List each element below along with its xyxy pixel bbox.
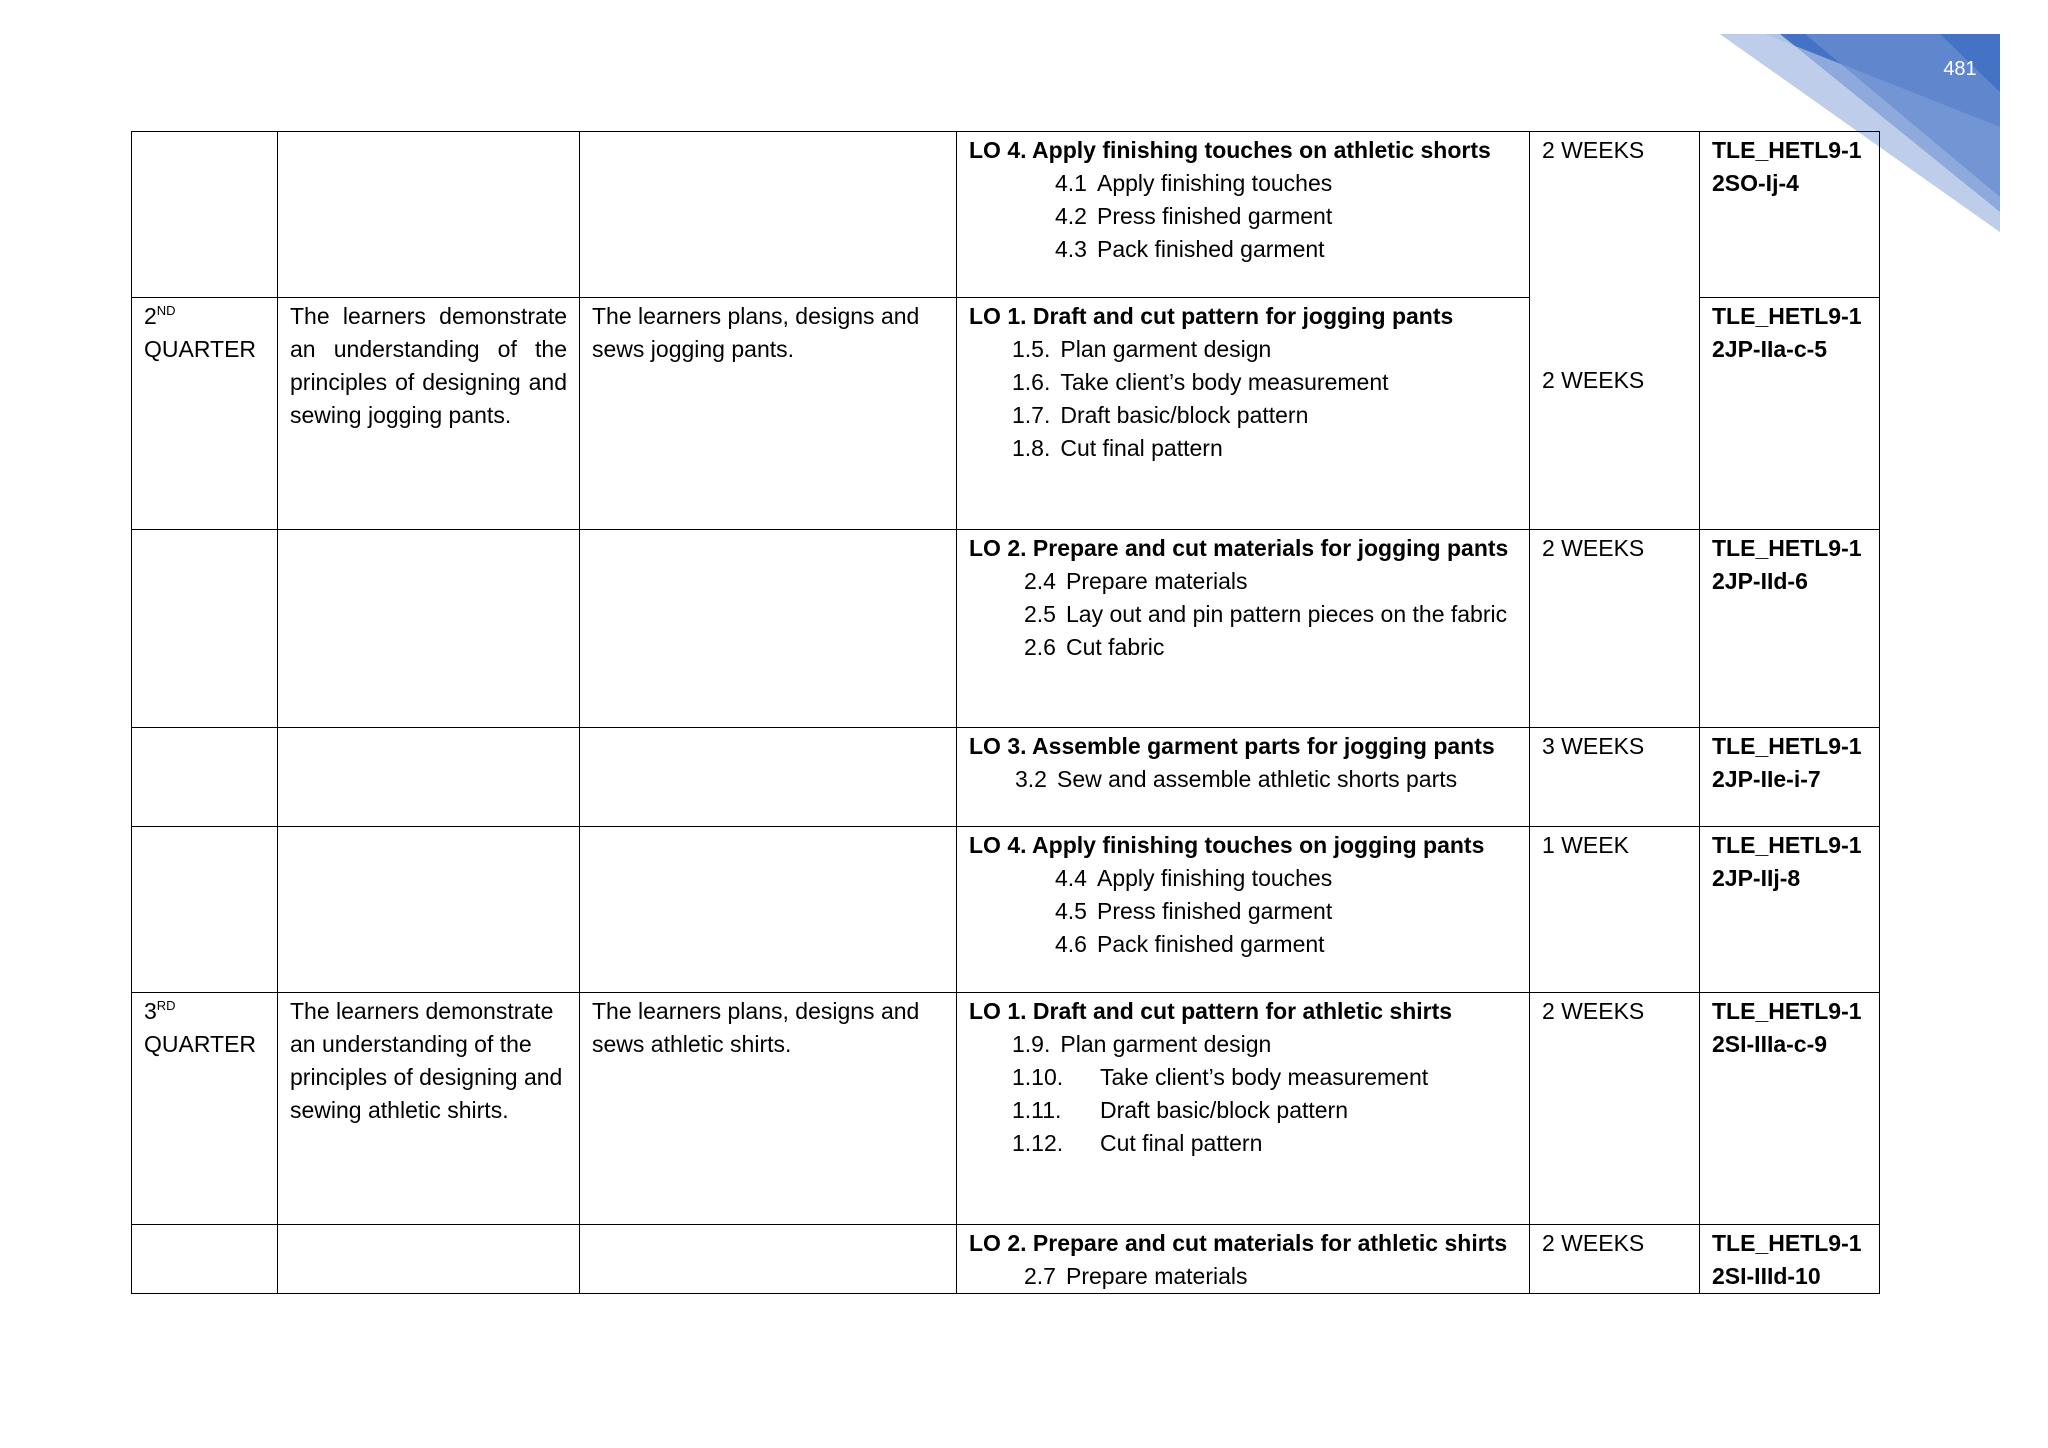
lo-item-number: 2.5 — [1024, 601, 1056, 627]
code-cell: TLE_HETL9-12JP-IIe-i-7 — [1700, 728, 1880, 827]
lo-item-text: Prepare materials — [1065, 568, 1248, 594]
lo-item — [969, 1127, 1517, 1160]
duration-cell: 2 WEEKS — [1530, 1225, 1700, 1294]
lo-item-number: 1.8. — [1012, 435, 1051, 461]
lo-item-number: 4.2 — [1055, 203, 1087, 229]
lo-item — [969, 598, 1517, 631]
lo-title: LO 1. Draft and cut pattern for jogging pants — [969, 303, 1454, 329]
page-number: 481 — [1943, 58, 1977, 80]
learning-outcome-cell — [957, 993, 1530, 1225]
lo-title: LO 2. Prepare and cut materials for athletic shirts — [969, 1230, 1508, 1256]
quarter-label: QUARTER — [144, 1031, 257, 1057]
content-standard-cell — [278, 728, 580, 827]
lo-item-number: 4.4 — [1055, 865, 1087, 891]
lo-title: LO 3. Assemble garment parts for jogging pants — [969, 733, 1495, 759]
lo-item-text: Take client’s body measurement — [1100, 1064, 1429, 1090]
lo-item — [969, 1094, 1517, 1127]
quarter-cell — [132, 530, 278, 728]
lo-item-text: Apply finishing touches — [1096, 170, 1333, 196]
learning-outcome-cell — [957, 298, 1530, 530]
performance-standard-cell — [580, 132, 957, 298]
performance-standard-cell: The learners plans, designs and sews jogging pants. — [580, 298, 957, 530]
quarter-label: QUARTER — [144, 336, 257, 362]
quarter-suffix: RD — [156, 998, 176, 1013]
learning-outcome-cell — [957, 1225, 1530, 1294]
code-cell: TLE_HETL9-12JP-IIa-c-5 — [1700, 298, 1880, 530]
table-row — [132, 827, 1880, 993]
lo-item-number: 3.2 — [1015, 766, 1047, 792]
content-standard-cell — [278, 530, 580, 728]
lo-item-text: Draft basic/block pattern — [1100, 1097, 1349, 1123]
code-cell: TLE_HETL9-12SI-IIIa-c-9 — [1700, 993, 1880, 1225]
lo-item-text: Sew and assemble athletic shorts parts — [1056, 766, 1458, 792]
lo-item-number: 4.5 — [1055, 898, 1087, 924]
quarter-number: 2 — [144, 303, 157, 329]
lo-item — [969, 928, 1517, 961]
performance-standard-cell — [580, 728, 957, 827]
lo-item-text: Pack finished garment — [1096, 931, 1325, 957]
table-row — [132, 530, 1880, 728]
content-standard-cell — [278, 132, 580, 298]
table-row — [132, 1225, 1880, 1294]
performance-standard-cell — [580, 1225, 957, 1294]
content-standard-cell: The learners demonstrate an understanding of the principles of designing and sewing athletic shirts. — [278, 993, 580, 1225]
learning-outcome-cell — [957, 530, 1530, 728]
content-standard-cell: The learners demonstrate an understanding of the principles of designing and sewing jogging pants. — [278, 298, 580, 530]
quarter-cell — [132, 132, 278, 298]
duration-cell: 3 WEEKS — [1530, 728, 1700, 827]
lo-title: LO 2. Prepare and cut materials for jogging pants — [969, 535, 1509, 561]
lo-item — [969, 631, 1517, 664]
lo-item — [969, 167, 1517, 200]
lo-item-number: 2.7 — [1024, 1263, 1056, 1289]
learning-outcome-cell — [957, 132, 1530, 298]
lo-item-number: 1.9. — [1012, 1031, 1051, 1057]
lo-title: LO 4. Apply finishing touches on athletic shorts — [969, 137, 1491, 163]
quarter-suffix: ND — [156, 303, 176, 318]
lo-item-text: Cut final pattern — [1100, 1130, 1263, 1156]
lo-item — [969, 233, 1517, 266]
lo-item-number: 1.11. — [1012, 1097, 1062, 1123]
lo-item-number: 2.4 — [1024, 568, 1056, 594]
lo-item-number: 1.5. — [1012, 336, 1051, 362]
lo-item — [969, 432, 1517, 465]
lo-item — [969, 366, 1517, 399]
table-row — [132, 993, 1880, 1225]
duration-cell: 1 WEEK — [1530, 827, 1700, 993]
quarter-cell — [132, 728, 278, 827]
lo-item-text: Cut final pattern — [1060, 435, 1223, 461]
lo-item — [969, 565, 1517, 598]
quarter-cell — [132, 827, 278, 993]
lo-item-text: Draft basic/block pattern — [1060, 402, 1309, 428]
performance-standard-cell: The learners plans, designs and sews athletic shirts. — [580, 993, 957, 1225]
lo-item-text: Lay out and pin pattern pieces on the fabric — [1065, 601, 1508, 627]
lo-title: LO 4. Apply finishing touches on jogging pants — [969, 832, 1485, 858]
curriculum-table — [131, 131, 1880, 1294]
lo-item-text: Press finished garment — [1096, 203, 1333, 229]
lo-item-number: 1.12. — [1012, 1130, 1064, 1156]
lo-item-text: Press finished garment — [1096, 898, 1333, 924]
lo-title: LO 1. Draft and cut pattern for athletic shirts — [969, 998, 1453, 1024]
code-cell: TLE_HETL9-12SI-IIId-10 — [1700, 1225, 1880, 1294]
lo-item-text: Pack finished garment — [1096, 236, 1325, 262]
table-row — [132, 132, 1880, 298]
code-cell: TLE_HETL9-12JP-IIj-8 — [1700, 827, 1880, 993]
lo-item — [969, 1260, 1517, 1293]
performance-standard-cell — [580, 827, 957, 993]
duration-cell: 2 WEEKS — [1530, 530, 1700, 728]
learning-outcome-cell — [957, 728, 1530, 827]
lo-item — [969, 763, 1517, 796]
lo-item-number: 1.6. — [1012, 369, 1051, 395]
lo-item — [969, 399, 1517, 432]
duration-text: 2 WEEKS — [1542, 367, 1645, 393]
lo-item-text: Plan garment design — [1060, 1031, 1272, 1057]
duration-cell: 2 WEEKS — [1530, 993, 1700, 1225]
lo-item-text: Cut fabric — [1065, 634, 1165, 660]
lo-item-text: Take client’s body measurement — [1060, 369, 1389, 395]
performance-standard-cell — [580, 530, 957, 728]
quarter-cell — [132, 993, 278, 1225]
lo-item-text: Prepare materials — [1065, 1263, 1248, 1289]
lo-item-text: Apply finishing touches — [1096, 865, 1333, 891]
lo-item-number: 2.6 — [1024, 634, 1056, 660]
content-standard-cell — [278, 827, 580, 993]
code-cell: TLE_HETL9-12SO-Ij-4 — [1700, 132, 1880, 298]
learning-outcome-cell — [957, 827, 1530, 993]
lo-item-number: 1.7. — [1012, 402, 1051, 428]
lo-item — [969, 1028, 1517, 1061]
lo-item — [969, 862, 1517, 895]
lo-item — [969, 333, 1517, 366]
table-row — [132, 728, 1880, 827]
quarter-number: 3 — [144, 998, 157, 1024]
quarter-cell — [132, 1225, 278, 1294]
duration-text: 2 WEEKS — [1542, 137, 1645, 163]
lo-item — [969, 895, 1517, 928]
quarter-cell — [132, 298, 278, 530]
code-cell: TLE_HETL9-12JP-IId-6 — [1700, 530, 1880, 728]
lo-item-text: Plan garment design — [1060, 336, 1272, 362]
lo-item — [969, 1061, 1517, 1094]
lo-item — [969, 200, 1517, 233]
lo-item-number: 4.6 — [1055, 931, 1087, 957]
lo-item-number: 4.1 — [1055, 170, 1087, 196]
lo-item-number: 1.10. — [1012, 1064, 1064, 1090]
duration-cell — [1530, 132, 1700, 530]
lo-item-number: 4.3 — [1055, 236, 1087, 262]
content-standard-cell — [278, 1225, 580, 1294]
